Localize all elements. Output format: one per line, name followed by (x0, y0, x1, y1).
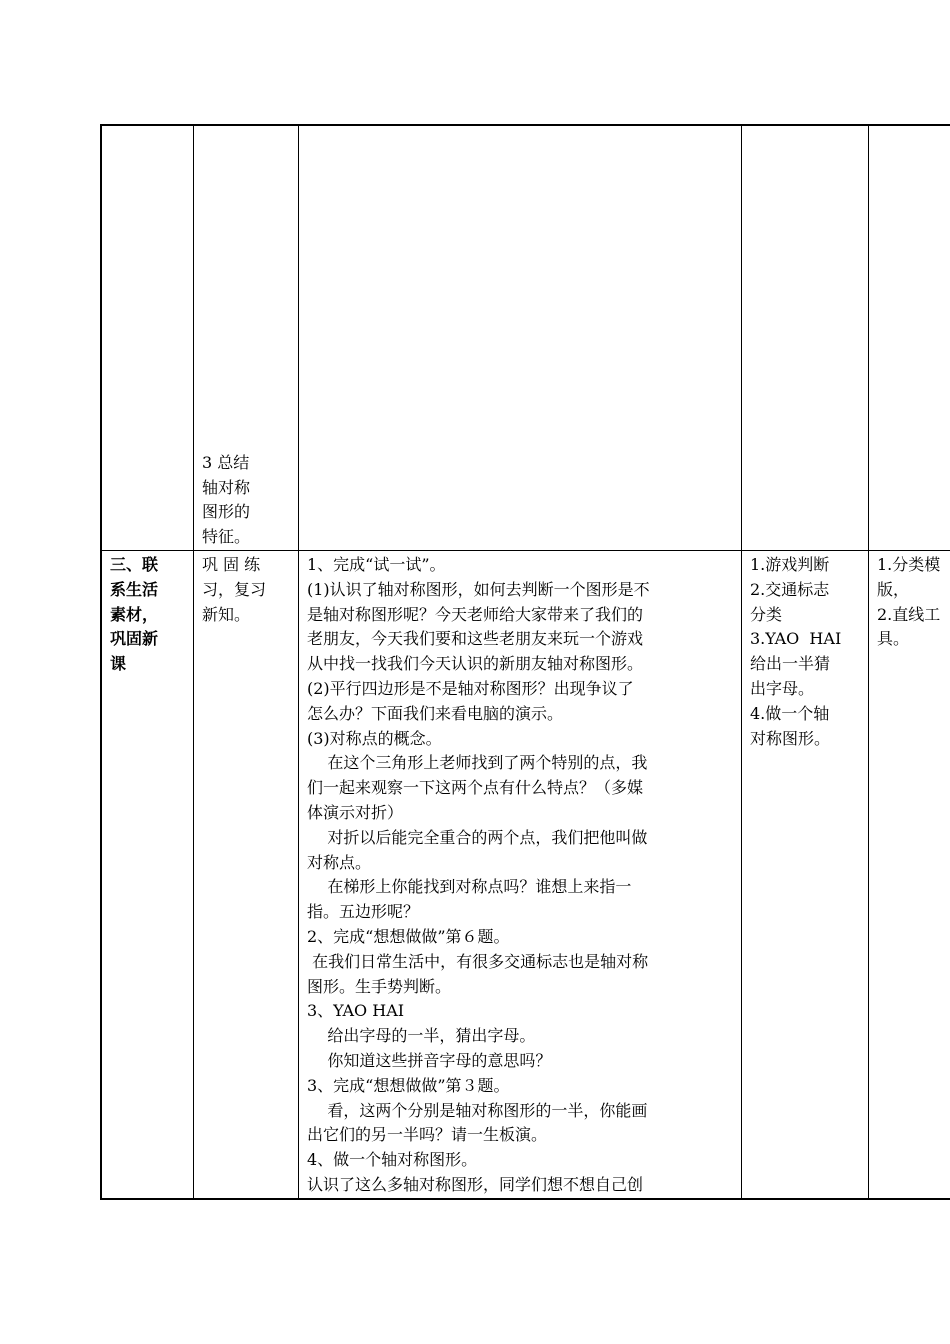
content-line: 从中找一找我们今天认识的新朋友轴对称图形。 (307, 654, 644, 674)
goal-line: 新知。 (202, 604, 251, 624)
content-cell (299, 551, 742, 1200)
content-line: 在这个三角形上老师找到了两个特别的点，我 (307, 753, 648, 773)
stage-title-line: 素材， (110, 604, 159, 624)
content-line: 4、做一个轴对称图形。 (307, 1150, 478, 1170)
content-line: 2、完成“想想做做”第６题。 (307, 926, 510, 946)
content-line: 老朋友，今天我们要和这些老朋友来玩一个游戏 (307, 629, 644, 649)
content-line: 3、完成“想想做做”第３题。 (307, 1075, 510, 1095)
goal-line: 巩 固 练 (202, 555, 261, 574)
activity-line: 给出一半猜 (750, 654, 831, 674)
content-line: 对折以后能完全重合的两个点，我们把他叫做 (307, 827, 648, 847)
content-line: 看，这两个分别是轴对称图形的一半，你能画 (307, 1100, 648, 1120)
content-line: (2)平行四边形是不是轴对称图形？出现争议了 (307, 678, 634, 698)
summary-line: 3 总结 (202, 452, 250, 472)
content-line: 1、完成“试一试”。 (307, 555, 446, 574)
content-line: 你知道这些拼音字母的意思吗？ (307, 1050, 552, 1070)
summary-line: 特征。 (202, 527, 251, 547)
activity-line: 分类 (750, 604, 783, 624)
content-line: 3、YAO HAI (307, 1001, 405, 1021)
content-line: 对称点。 (307, 852, 372, 872)
stage-cell (101, 551, 194, 1200)
stage-cell (101, 125, 194, 551)
content-line: 认识了这么多轴对称图形，同学们想不想自己创 (307, 1174, 644, 1194)
resource-line: 1.分类模 (877, 555, 941, 574)
resource-cell (869, 125, 950, 551)
goal-cell (194, 551, 299, 1200)
activity-line: 出字母。 (750, 678, 815, 698)
content-line: (3)对称点的概念。 (307, 728, 442, 748)
content-line: 怎么办？下面我们来看电脑的演示。 (307, 703, 564, 723)
resource-line: 具。 (877, 629, 910, 649)
activity-line: 3.YAO HAI (750, 629, 842, 649)
content-line: 体演示对折） (307, 802, 404, 822)
content-line: (1)认识了轴对称图形，如何去判断一个图形是不 (307, 579, 650, 599)
activity-line: 2.交通标志 (750, 579, 830, 599)
content-line: 图形。生手势判断。 (307, 976, 452, 996)
activity-line: 4.做一个轴 (750, 703, 830, 723)
content-line: 指。五边形呢？ (307, 902, 420, 922)
summary-line: 轴对称 (202, 477, 251, 497)
activity-cell (742, 125, 869, 551)
table-row (101, 551, 950, 1200)
activity-line: 1.游戏判断 (750, 555, 830, 574)
stage-title-line: 课 (110, 654, 127, 674)
content-line: 是轴对称图形呢？今天老师给大家带来了我们的 (307, 604, 644, 624)
summary-goal-text (202, 128, 292, 550)
stage-title-line: 三、联 (110, 555, 159, 574)
goal-cell (194, 125, 299, 551)
resource-line: 2.直线工 (877, 604, 941, 624)
activity-line: 对称图形。 (750, 728, 831, 748)
resource-cell (869, 551, 950, 1200)
content-line: 们一起来观察一下这两个点有什么特点？（多媒 (307, 778, 644, 798)
content-cell (299, 125, 742, 551)
stage-title-line: 巩固新 (110, 629, 159, 649)
content-line: 给出字母的一半，猜出字母。 (307, 1026, 536, 1046)
content-line: 在我们日常生活中，有很多交通标志也是轴对称 (307, 951, 649, 971)
lesson-plan-table (100, 124, 950, 1200)
activity-cell (742, 551, 869, 1200)
table-row (101, 125, 950, 551)
content-line: 出它们的另一半吗？请一生板演。 (307, 1125, 548, 1145)
resource-line: 版， (877, 579, 910, 599)
goal-line: 习，复习 (202, 579, 267, 599)
content-line: 在梯形上你能找到对称点吗？谁想上来指一 (307, 877, 632, 897)
stage-title-line: 系生活 (110, 579, 159, 599)
summary-line: 图形的 (202, 502, 251, 522)
